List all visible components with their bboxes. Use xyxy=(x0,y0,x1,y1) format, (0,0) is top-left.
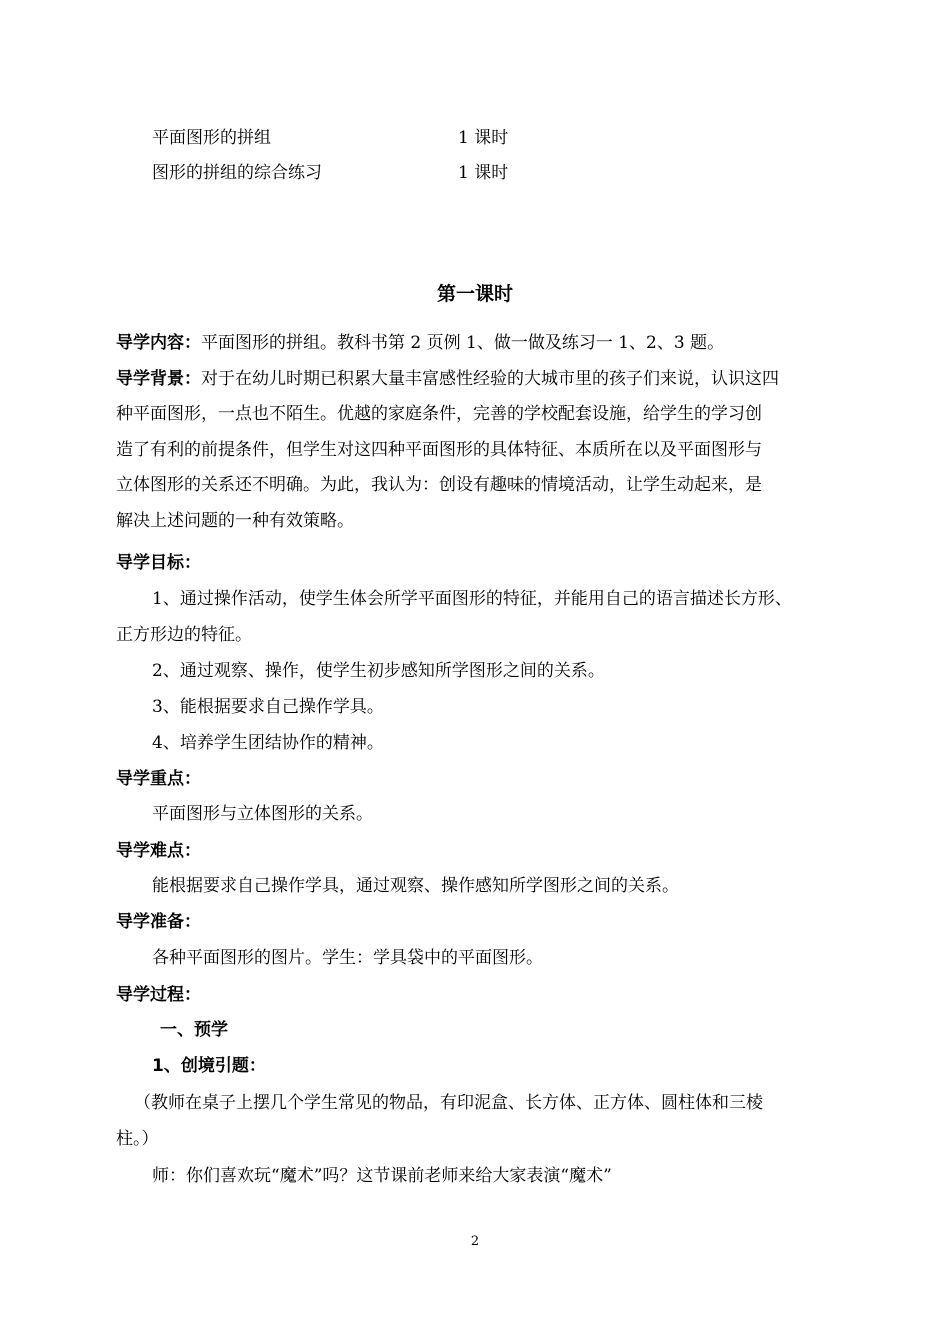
schedule-item-name: 平面图形的拼组 xyxy=(152,128,271,148)
difficulty-text: 能根据要求自己操作学具，通过观察、操作感知所学图形之间的关系。 xyxy=(152,876,679,896)
difficulty-label: 导学难点： xyxy=(116,841,201,861)
teacher-line: 师：你们喜欢玩“魔术”吗？这节课前老师来给大家表演“魔术” xyxy=(152,1166,612,1186)
content-text: 平面图形的拼组。教科书第 2 页例 1、做一做及练习一 1、2、3 题。 xyxy=(201,333,725,353)
note-line: 柱。） xyxy=(116,1129,159,1149)
goals-label: 导学目标： xyxy=(116,553,201,573)
schedule-item-time: 1 课时 xyxy=(458,128,509,148)
prep-text: 各种平面图形的图片。学生：学具袋中的平面图形。 xyxy=(152,948,543,968)
background-line: 立体图形的关系还不明确。为此，我认为：创设有趣味的情境活动，让学生动起来，是 xyxy=(116,475,762,495)
content-label: 导学内容： xyxy=(116,333,201,353)
goal-line: 3、能根据要求自己操作学具。 xyxy=(152,697,384,717)
background-line: 解决上述问题的一种有效策略。 xyxy=(116,511,354,531)
background-row xyxy=(116,367,779,391)
schedule-item-name: 图形的拼组的综合练习 xyxy=(152,163,322,183)
goal-line: 1、通过操作活动，使学生体会所学平面图形的特征，并能用自己的语言描述长方形、 xyxy=(152,589,792,609)
step-heading: 1、创境引题： xyxy=(152,1056,266,1076)
background-label: 导学背景： xyxy=(116,369,201,389)
section-heading: 一、预学 xyxy=(160,1020,228,1040)
lesson-title: 第一课时 xyxy=(436,283,513,305)
schedule-item-time: 1 课时 xyxy=(458,163,509,183)
process-label: 导学过程： xyxy=(116,985,201,1005)
goal-line: 4、培养学生团结协作的精神。 xyxy=(152,733,384,753)
focus-text: 平面图形与立体图形的关系。 xyxy=(152,804,373,824)
goal-line: 正方形边的特征。 xyxy=(116,625,252,645)
page-number: 2 xyxy=(470,1234,480,1249)
note-line: （教师在桌子上摆几个学生常见的物品，有印泥盒、长方体、正方体、圆柱体和三棱 xyxy=(134,1093,763,1113)
focus-label: 导学重点： xyxy=(116,769,201,789)
background-line: 对于在幼儿时期已积累大量丰富感性经验的大城市里的孩子们来说，认识这四 xyxy=(201,369,779,389)
content-row xyxy=(116,331,724,355)
background-line: 造了有利的前提条件，但学生对这四种平面图形的具体特征、本质所在以及平面图形与 xyxy=(116,440,762,460)
prep-label: 导学准备： xyxy=(116,912,201,932)
goal-line: 2、通过观察、操作，使学生初步感知所学图形之间的关系。 xyxy=(152,661,605,681)
background-line: 种平面图形，一点也不陌生。优越的家庭条件，完善的学校配套设施，给学生的学习创 xyxy=(116,404,762,424)
